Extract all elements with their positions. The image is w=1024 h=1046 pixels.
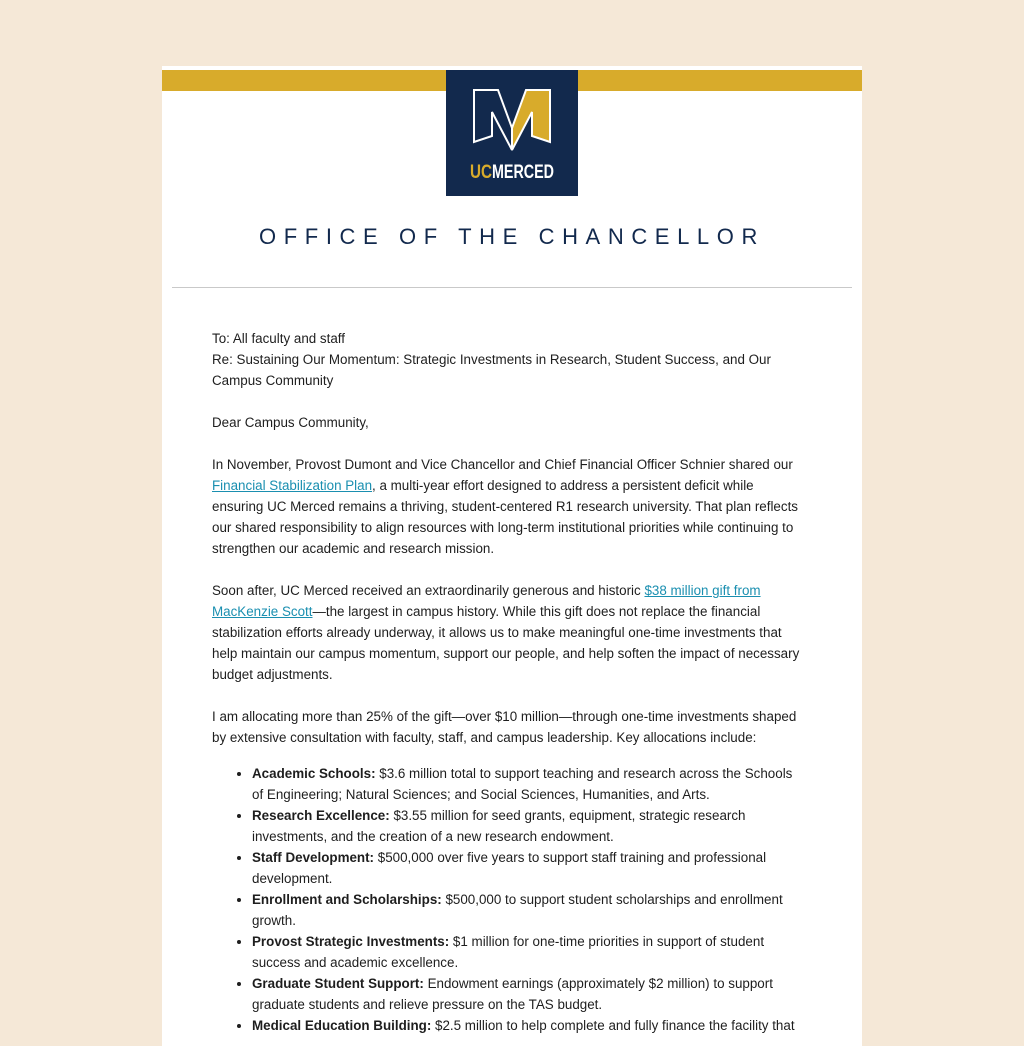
list-item — [252, 763, 806, 805]
item-label: Research Excellence: — [252, 808, 390, 823]
p2-text: Soon after, UC Merced received an extraordinarily generous and historic — [212, 583, 645, 598]
allocations-list — [212, 763, 806, 1036]
item-label: Academic Schools: — [252, 766, 376, 781]
paragraph-1 — [212, 454, 806, 559]
list-item — [252, 1015, 806, 1036]
p1-text: In November, Provost Dumont and Vice Chancellor and Chief Financial Officer Schnier shared our — [212, 457, 793, 472]
divider — [172, 287, 852, 288]
greeting: Dear Campus Community, — [212, 415, 369, 430]
item-text: Endowment earnings (approximately $2 million) to support graduate students and relieve pressure on the TAS budget. — [252, 976, 773, 1012]
item-text: $500,000 over five years to support staff training and professional development. — [252, 850, 767, 886]
svg-text:UC: UC — [470, 162, 493, 183]
item-label: Graduate Student Support: — [252, 976, 424, 991]
list-item — [252, 889, 806, 931]
svg-text:MERCED: MERCED — [492, 162, 554, 183]
list-item — [252, 805, 806, 847]
item-text: $1 million for one-time priorities in support of student success and academic excellence. — [252, 934, 765, 970]
memo-header — [212, 328, 806, 391]
office-title: OFFICE OF THE CHANCELLOR — [259, 224, 765, 249]
paragraph-3: I am allocating more than 25% of the gift—over $10 million—through one-time investments shaped by extensive consultation with faculty, staff, and campus leadership. Key allocations include: — [212, 709, 797, 745]
memo-body — [212, 328, 806, 1036]
uc-merced-logo — [446, 70, 578, 196]
item-label: Staff Development: — [252, 850, 375, 865]
paragraph-2 — [212, 580, 806, 685]
p1-text-after: , a multi-year effort designed to address a persistent deficit while ensuring UC Merced remains a thriving, student-centered R1 research university. That plan reflects our shared responsibility to align resources with long-term institutional priorities while continuing to strengthen our academic and research mission. — [212, 478, 798, 556]
item-label: Provost Strategic Investments: — [252, 934, 450, 949]
list-item — [252, 973, 806, 1015]
item-text: $500,000 to support student scholarships and enrollment growth. — [252, 892, 783, 928]
p2-text-after: —the largest in campus history. While this gift does not replace the financial stabilization efforts already underway, it allows us to make meaningful one-time investments that help maintain our campus momentum, support our people, and help soften the impact of necessary budget adjustments. — [212, 604, 800, 682]
financial-stabilization-plan-link[interactable]: Financial Stabilization Plan — [212, 478, 373, 493]
memo-subject: Re: Sustaining Our Momentum: Strategic Investments in Research, Student Success, and Our Campus Community — [212, 352, 771, 388]
item-label: Enrollment and Scholarships: — [252, 892, 442, 907]
item-text: $3.55 million for seed grants, equipment, strategic research investments, and the creation of a new research endowment. — [252, 808, 746, 844]
item-text: $3.6 million total to support teaching and research across the Schools of Engineering; Natural Sciences; and Social Sciences, Humanities, and Arts. — [252, 766, 793, 802]
memo-to: To: All faculty and staff — [212, 331, 345, 346]
memo-card — [162, 66, 862, 1046]
mackenzie-scott-gift-link[interactable]: $38 million gift from MacKenzie Scott — [212, 583, 761, 619]
list-item — [252, 931, 806, 973]
list-item — [252, 847, 806, 889]
logo-m-icon — [446, 70, 578, 196]
item-label: Medical Education Building: — [252, 1018, 432, 1033]
item-text: $2.5 million to help complete and fully finance the facility that — [431, 1018, 795, 1033]
